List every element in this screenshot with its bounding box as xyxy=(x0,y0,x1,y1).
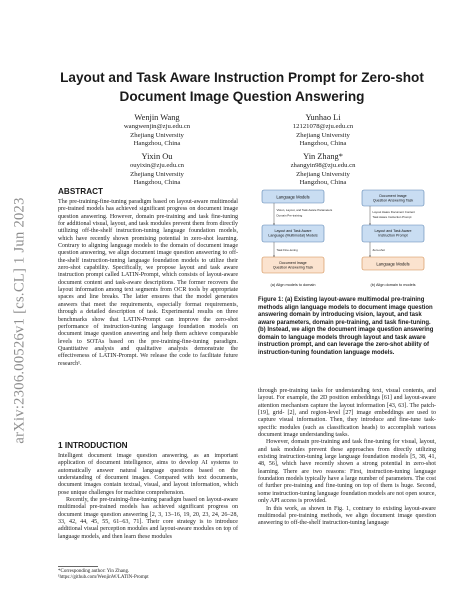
author-location: Hangzhou, China xyxy=(133,140,181,148)
left-mid-box-line-1: Layout and Task Aware xyxy=(274,229,312,233)
figure-caption: Figure 1: (a) Existing layout-aware multimodal pre-training methods align language models to document image question answering domain by introducing vision, layout, and task aware parameters, domain pre-training, and task fine-tuning. (b) Instead, we align the document image question answering domain to language models through layout and task aware instruction prompt, and can leverage the zero-shot ability of instruction-tuning foundation language models. xyxy=(258,297,434,356)
right-bullet-2: Task Aware Instruction Prompt xyxy=(372,215,412,219)
left-bottom-box-line-1: Document Image xyxy=(279,261,307,265)
left-bottom-box-line-2: Question Answering Task xyxy=(272,265,314,270)
author-email[interactable]: ouyixin@zju.edu.cn xyxy=(129,162,185,169)
intro-paragraph: Recently, the pre-training-fine-tuning paradigm based on layout-aware multimodal pre-trained models has achieved significant progress on document image question answering [2, 3, 13–16, 19, 20, 23, 24, 26–28, 33, 42, 44, 45, 55, 61–63, 71]. Their core strategy is to introduce additional visual perception modules and layout-aware modules on top of language models, and then learn these modules xyxy=(58,497,238,540)
left-mid-box-label xyxy=(268,229,318,238)
footnotes xyxy=(58,569,238,581)
author-block xyxy=(248,151,398,188)
abstract-text: The pre-training-fine-tuning paradigm based on layout-aware multimodal pre-trained models has achieved significant progress on document image question answering. However, domain pre-training and task fine-tuning for additional visual, layout, and task modules prevent them from directly utilizing off-the-shelf instruction-tuning language foundation models, which have recently shown promising potential in zero-shot learning. Contrary to aligning language models to the domain of document image question answering, we align document image question answering to off-the-shelf instruction-tuning language foundation models to utilize their zero-shot capability. Specifically, we propose layout and task aware instruction prompt called LATIN-Prompt, which consists of layout-aware document content and task-aware descriptions. The former recovers the layout information among text segments from OCR tools by appropriate spaces and line breaks. The latter ensures that the model generates answers that meet the requirements, especially format requirements, through a detailed description of task. Experimental results on three benchmarks show that LATIN-Prompt can improve the zero-shot performance of instruction-tuning language foundation models on document image question answering and help them achieve comparable levels to SOTAs based on the pre-training-fine-tuning paradigm. Quantitative analysis and qualitative analysis demonstrate the effectiveness of LATIN-Prompt. We release the code to facilitate future research¹. xyxy=(58,199,238,367)
right-mid-box-line-2: Instruction Prompt xyxy=(378,233,408,238)
footnote-rule xyxy=(58,566,98,567)
right-bullet-3: Zero-shot xyxy=(372,248,385,252)
arxiv-id: arXiv:2306.00526v1 [cs.CL] 1 Jun 2023 xyxy=(11,196,28,444)
left-top-box-label: Language Models xyxy=(276,194,310,200)
left-bullet-1: Vision, Layout, and Task Aware Parameters xyxy=(276,208,333,212)
abstract-heading: ABSTRACT xyxy=(58,187,104,196)
author-location: Hangzhou, China xyxy=(133,179,181,187)
abstract-body xyxy=(58,199,238,368)
left-panel-subcaption: (a) Align models to domain xyxy=(270,283,316,287)
introduction-heading: 1 INTRODUCTION xyxy=(58,441,128,450)
author-block xyxy=(82,151,232,188)
author-email[interactable]: wangwenjin@zju.edu.cn xyxy=(123,123,191,130)
author-affiliation: Zhejiang University xyxy=(296,170,350,178)
left-bullet-2: Domain Pre-training xyxy=(276,213,303,218)
footnote-link[interactable]: ¹https://github.com/WenjinW/LATIN-Prompt xyxy=(58,575,149,581)
right-bullet-1: Layout Aware Document Content xyxy=(372,210,415,214)
author-location: Hangzhou, China xyxy=(299,179,347,187)
right-top-box-line-1: Document Image xyxy=(379,194,407,198)
intro-paragraph: Intelligent document image question answering, as an important application of document intelligence, aims to develop AI systems to automatically answer natural language questions based on the understanding of document images. Compared with text documents, document images contain textual, visual, and layout information, which pose unique challenges for machine comprehension. xyxy=(58,453,238,496)
right-bottom-box-label: Language Models xyxy=(376,261,410,267)
introduction-body xyxy=(58,453,238,541)
right-mid-box-label xyxy=(374,229,411,238)
left-mid-box-line-2: Language (Multimodal) Models xyxy=(268,233,318,238)
author-affiliation: Zhejiang University xyxy=(130,131,184,139)
author-email[interactable]: zhangyin98@zju.edu.cn xyxy=(290,162,356,169)
right-column-body xyxy=(258,388,436,528)
author-block xyxy=(248,112,398,149)
author-name: Yunhao Li xyxy=(305,113,341,122)
author-location: Hangzhou, China xyxy=(299,140,347,148)
right-panel-subcaption: (b) Align domain to models xyxy=(370,283,416,287)
body-paragraph: In this work, as shown in Fig. 1, contrary to existing layout-aware multimodal pre-training methods, we align document image question answering to off-the-shelf instruction-tuning language xyxy=(258,505,436,527)
paper-title: Layout and Task Aware Instruction Prompt for Zero-shot Document Image Question Answering xyxy=(60,70,424,104)
left-bullet-3: Task Fine-tuning xyxy=(276,248,298,252)
author-affiliation: Zhejiang University xyxy=(296,131,350,139)
author-email[interactable]: 12121078@zju.edu.cn xyxy=(292,123,354,130)
body-paragraph: through pre-training tasks for understanding text, visual contents, and layout. For example, the 2D position embeddings [61] and layout-aware attention mechanism capture the layout information [43, 63]. The patch- [19], grid- [2], and region-level [27] image embeddings are used to capture visual information. Then, they introduce and fine-tune task-specific modules (such as classification heads) to accomplish various document image understanding tasks. xyxy=(258,388,436,439)
author-name: Yixin Ou xyxy=(141,152,173,161)
arxiv-stamp xyxy=(10,170,30,470)
author-block xyxy=(82,112,232,149)
footnote: *Corresponding author: Yin Zhang. xyxy=(58,569,130,574)
author-affiliation: Zhejiang University xyxy=(130,170,184,178)
right-top-box-line-2: Question Answering Task xyxy=(372,198,414,203)
author-name: Wenjin Wang xyxy=(134,113,180,122)
body-paragraph: However, domain pre-training and task fine-tuning for visual, layout, and task modules prevent these approaches from directly utilizing existing instruction-tuning large language foundation models [5, 38, 41, 48, 56], which have recently shown a strong potential in zero-shot learning. There are two reasons: First, instruction-tuning language foundation models typically have a large number of parameters. The cost of further pre-training and fine-tuning on top of them is huge. Second, some instruction-tuning language foundation models are not open source, only API access is provided. xyxy=(258,439,436,505)
right-mid-box-line-1: Layout and Task Aware xyxy=(374,229,412,233)
author-name: Yin Zhang* xyxy=(303,152,343,161)
figure-diagram xyxy=(252,187,436,293)
